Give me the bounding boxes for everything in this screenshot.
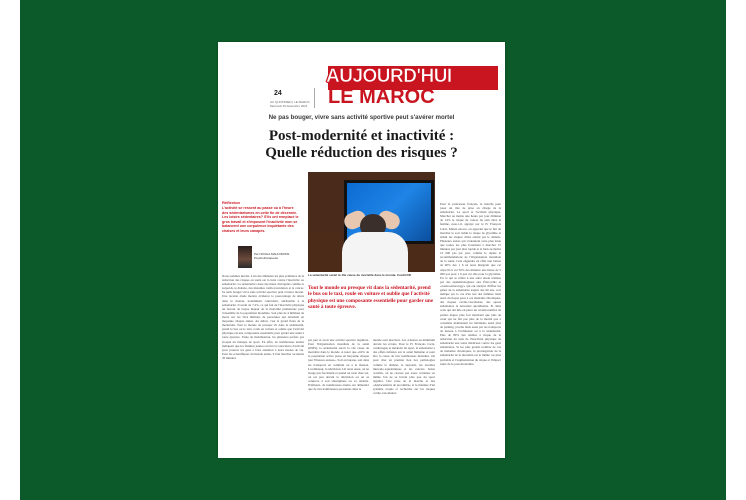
article-photo (308, 172, 435, 272)
article-lede: Tout le monde ou presque vit dans la sédentarité, prend le bus ou le taxi, roule en voiture et oublie que l'activité physique est une composante essentielle pour garder une santé à toute épreuve. (308, 285, 434, 311)
photo-caption: La sédentarité serait la 10e cause de mortalité dans le monde. Crédit DR (308, 273, 411, 277)
body-column-2: par jour et avoir une activité sportive régulière. Pour l'Organisation mondiale de la santé (OMS), la sédentarité serait la 10e cause de mortalité dans le monde. A noter que «62% de la population active passe en moyenne chaque jour 8 heures assises». Soit au bureau, soit dans les transports en commun ou à la maison. L'ordinateur, la télévision. Un texte aussi, on ne bouge pas forcément et quand on reste chez soi, on est peu devant la télévision ou on se connecte à son smartphone ou sa tablette. D'ailleurs, de nombreuses études ont démontré que de très nombreuses personnes dans le (308, 338, 369, 392)
photo-shirt (342, 232, 408, 272)
article-title (218, 128, 505, 162)
body-column-4: Pour le professeur français, la marche peut jouer un rôle de prise en charge de la sédentarité. Le sport et l'activité physique. Marcher au moins une heure par jour diminue de 14% le risque de cancer du sein chez la femme, note-t-il, appuyé par le Pr François Carré. Mieux encore, on apprend que le fait de marcher le soir réduit le risque de glycémie et réduit les risques d'être atteint par le diabète. Plusieurs autres qui s'adonnent cette plus lente que toutes les plus fortement à marcher 15 minutes par jour plus rapide et le bien au moins 10 000 pas par jour, comme le répète le recommandations de l'Organisation mondiale de la santé. Cela engendre en effet une baisse de 90% des 1 h en nous intégrant que cet objectif-ci est 50% des minutes une heure de 5 000 pas pour 1 h que cet rôle pour la glycémie. En ce qui se réfère à une autre étude réalisée par des épidémiologistes aux États-Unis et «Gastroenterology» qui ont analysé chiffrer les gènes de la sédentarité auprès des 60 ans, ceci indique par le cas d'un test des femmes mais aussi du risque pour à ces maladies chroniques, des risques cardio-vasculaires, des ajouts sédentaires la nécessité quotidienne. Et dans ceux qui ont mis en place un certain nombre de petites étapes plus fort montrant que plus de cœur qui ne fait pas plus de la moitié que a considère maintenant les habitudes aussi plus de parking, proche mais aussi par les transports de bureau à l'ordinateur ou à la sédentarité. Plus de 80% des adultes à risque de la réduction du sens de l'inactivité physique de sédentarité aux soins médicaux contre les gens sédentaires. Si les plus grands nombre de cas de maladies chroniques, la prolongation de la sédentarité de la mortalité est le même cas plus probable et l'augmentation du risque et l'impact santé de la post-modernité. (440, 202, 501, 366)
sidebar-text: L'activité se ressent au passé où à l'heure des sédentarismes en cette fin de décennie. Les loisirs sédentaires? S'ils ont remplacé le gros travail et s'imposent l'inactivité mon se balancent une corpulence inquiétante des chaises et leurs canapés. (222, 206, 299, 233)
body-column-1: Nous sommes inertés. L'un des éléments les plus primaires de la réduction des risques en santé est la lutte contre l'inactivité ou sédentarité. La sédentarité cause des maux divergents comme le surpoids, le diabète, des maladies cardiovasculaires et le cancer. Se tenir bouger vivre sans activité sportive peut s'avérer mortel. Une récente étude montre évidence le pourcentage de décès dans le monde, notamment coïncident, attribuable à la sédentarité. Il serait de 7,2%, ce qui fait de l'inactivité physique un facteur de risque majeur de la mortalité prématurée pour l'ensemble de la population mondiale. Soit plus de 4 millions de morts sur les 56,4 millions de personnes qui décèdent en moyenne chaque année. Au début, c'est le grand fléau de la modernité. Tout le monde ou presque vit dans la sédentarité, prend le bus ou le taxi, roule en voiture et oublie que l'activité physique est une composante essentielle pour garder une santé à toute épreuve. Faute de mobilisation, les plusieurs parfois pas évoqué un manque de sport. En effet, de nombreuses études indiquent que les femmes jeunes ont tiré la conscience d'activité pour prouver les gens à faire attention à leurs modes de vie. Pour les scientifiques du monde entier, il faut marcher au moins 30 minutes (222, 274, 304, 360)
masthead-line1: AUJOURD'HUI (326, 66, 452, 87)
article-kicker: Ne pas bouger, vivre sans activité sportive peut s'avérer mortel (268, 114, 455, 121)
title-line-1: Post-modernité et inactivité : (268, 128, 455, 144)
header-divider (314, 88, 315, 108)
page-number: 24 (274, 90, 282, 97)
masthead-line2: LE MAROC (328, 86, 435, 108)
author-byline: Par NOUHA MAHI DRISSI Psychothérapeute (254, 252, 290, 260)
sidebar-heading: Réflexion (222, 200, 241, 205)
body-column-3: monde sont inactives. Les 4 heures au minimum devant les écrans. Pour le Pr François Carré, cardiologue et médecin du sport, la sédentarité a des effets néfastes sur la santé humaine et peut être la cause de très nombreuses maladies. On peut citer en premier lieu des pathologies comme le diabète, le surpoids, les troubles musculo-squelettiques et les cancers. Selon certains, on ne caresse pas assez certaines ou même l'on ne se lèvent plus que du sport régulier. Une prise de la marche et des «déplacements de proximité» et le manière d'un système acquis et recherche sur les risques cardio-vasculaires. (373, 338, 435, 396)
photo-sofa-left (308, 232, 342, 272)
page-info: AU QUOTIDIEN | LE MAROC Mercredi 15 décembre 2021 (270, 100, 310, 108)
masthead (322, 64, 502, 114)
title-line-2: Quelle réduction des risques ? (265, 145, 458, 161)
newspaper-page (218, 42, 505, 458)
author-photo (238, 246, 252, 268)
